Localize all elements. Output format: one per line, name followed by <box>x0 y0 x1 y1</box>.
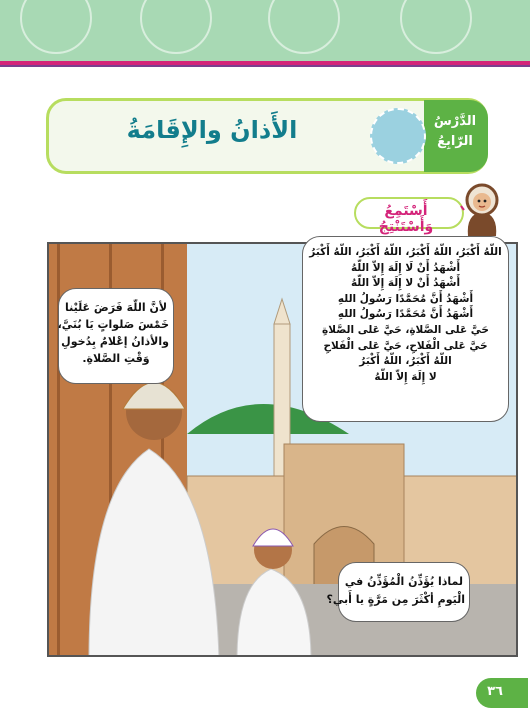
islamic-ornament-icon <box>370 108 426 164</box>
lesson-number-label: الدَّرْسُ الرّابِعُ <box>433 114 477 149</box>
son-speech-bubble: لماذا يُؤَذِّنُ الْمُؤَذِّنُ في الْيَومِ أكْثَرَ مِن مَرَّةٍ يا أَبي؟ <box>338 562 470 622</box>
ornament-icon <box>400 0 472 54</box>
father-speech-bubble: لأنَّ اللّهَ فَرَضَ عَلَيْنا خَمْسَ صَلواتٍ يَا بُنَيَّ، والأذانُ إعْلامٌ بِدُخولِ وَقْتِ الصَّلاةِ. <box>58 288 174 384</box>
lesson-number-tab <box>368 100 488 172</box>
page-title: الأَذانُ والإِقَامَةُ <box>126 116 298 144</box>
ornament-icon <box>268 0 340 54</box>
page-number: ٣٦ <box>487 684 503 699</box>
ornament-icon <box>140 0 212 54</box>
adhan-speech-bubble: اللّهُ أَكْبَرُ، اللّهُ أَكْبَرُ، اللّهُ أَكْبَرُ، اللّهُ أَكْبَرُ أَشْهَدُ أَنْ لَا إِلَهَ إِلاّ اللّهُ أَشْهَدُ أَنْ لا إِلَهَ إِلاّ اللّهُ أَشْهَدُ أَنَّ مُحَمَّدًا رَسُولُ اللهِ أَشْهَدُ أَنَّ مُحَمَّدًا رَسُولُ اللهِ حَيَّ عَلى الصَّلاةِ، حَيَّ عَلى الصَّلاةِ حَيَّ عَلى الْفَلاحِ، حَيَّ عَلى الْفَلاحِ اللّهُ أَكْبَرُ، اللّهُ أَكْبَرُ لا إِلَهَ إِلاّ اللّهُ <box>302 236 509 422</box>
header-divider <box>0 65 530 67</box>
top-decorative-band <box>0 0 530 62</box>
listening-girl-icon <box>460 180 504 238</box>
ornament-icon <box>20 0 92 54</box>
activity-label: أَسْتَمِعُ وَأَسْتَنْتِجُ <box>378 203 434 235</box>
